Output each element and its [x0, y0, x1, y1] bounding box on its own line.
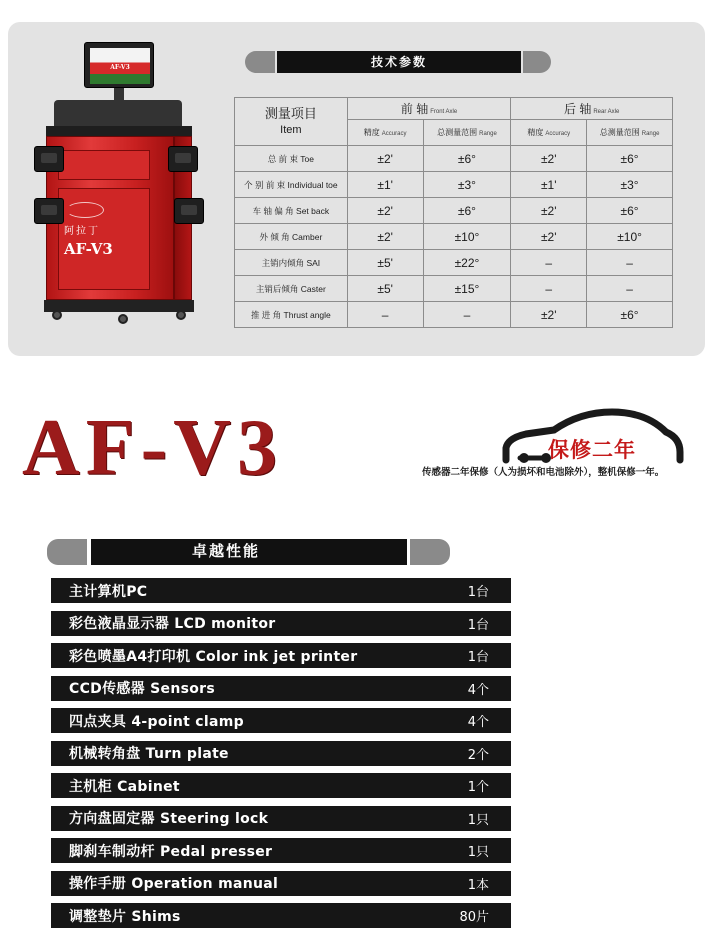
rear-range-cell: ±6°: [587, 198, 673, 224]
feature-row: [51, 773, 511, 798]
rear-range-cell: ±3°: [587, 172, 673, 198]
feature-qty: 1个: [467, 780, 489, 795]
spec-row: [235, 146, 673, 172]
feature-row: [51, 643, 511, 668]
front-accuracy-cell: ±2': [347, 198, 423, 224]
front-range-cell: ±15°: [423, 276, 511, 302]
spec-row: [235, 250, 673, 276]
feature-name: 彩色喷墨A4打印机 Color ink jet printer: [69, 648, 358, 665]
front-range-cell: ±3°: [423, 172, 511, 198]
rear-axle-en: Rear Axle: [593, 109, 620, 115]
section-header-left-cap: [245, 51, 275, 73]
spec-row: [235, 302, 673, 328]
feature-row: [51, 611, 511, 636]
spec-table-body: [235, 146, 673, 328]
feature-row: [51, 708, 511, 733]
monitor-stand: [114, 88, 124, 100]
caster-wheel-icon: [52, 310, 62, 320]
feature-qty: 4个: [467, 682, 489, 698]
feature-qty: 2个: [467, 747, 489, 763]
feature-name: 主机柜 Cabinet: [69, 778, 180, 795]
range-en: Range: [479, 131, 497, 137]
rear-range-cell: –: [587, 276, 673, 302]
feature-row: [51, 903, 511, 928]
rear-range-head: [587, 120, 673, 146]
range-label: 总测量范围: [437, 128, 478, 137]
rear-range-cell: ±6°: [587, 302, 673, 328]
rear-axle-label: 后 轴: [563, 102, 592, 116]
feature-name: 机械转角盘 Turn plate: [69, 746, 229, 762]
cabinet-top-edge: [46, 126, 192, 136]
feature-row: [51, 871, 511, 896]
monitor-label: AF-V3: [110, 64, 130, 71]
sensor-head-icon: [168, 146, 198, 172]
accuracy-label: 精度: [527, 128, 544, 137]
cabinet-drawer: [58, 150, 150, 180]
front-range-cell: ±6°: [423, 146, 511, 172]
feature-qty: 1台: [467, 585, 489, 600]
rear-accuracy-cell: –: [511, 250, 587, 276]
model-title: AF-V3: [22, 404, 284, 492]
item-cell: 个 别 前 束 Individual toe: [235, 172, 348, 198]
range-label: 总测量范围: [599, 128, 640, 137]
feature-row: [51, 676, 511, 701]
rear-accuracy-cell: ±2': [511, 198, 587, 224]
front-range-cell: ±22°: [423, 250, 511, 276]
front-axle-label: 前 轴: [400, 102, 429, 116]
item-cell: 主销内倾角 SAI: [235, 250, 348, 276]
feature-name: 主计算机PC: [69, 583, 148, 600]
item-cell: 外 倾 角 Camber: [235, 224, 348, 250]
brand-logo-swirl: [66, 202, 104, 218]
rear-accuracy-cell: ±2': [511, 146, 587, 172]
header-item-cell: [235, 98, 348, 146]
section-header-right-cap: [523, 51, 551, 73]
accuracy-en: Accuracy: [545, 131, 571, 137]
front-axle-en: Front Axle: [430, 109, 458, 115]
monitor-illustration: [84, 42, 154, 88]
front-accuracy-cell: ±2': [347, 224, 423, 250]
rear-accuracy-head: [511, 120, 587, 146]
spec-row: [235, 276, 673, 302]
feature-row: [51, 806, 511, 831]
feature-name: 操作手册 Operation manual: [69, 876, 279, 892]
header-item: 测量项目: [264, 105, 317, 121]
rear-accuracy-cell: ±1': [511, 172, 587, 198]
range-en: Range: [641, 131, 660, 137]
feature-qty: 4个: [467, 715, 489, 730]
feature-row: [51, 578, 511, 603]
front-range-head: [423, 120, 511, 146]
feature-name: 调整垫片 Shims: [69, 908, 181, 925]
feature-header-left-cap: [47, 539, 87, 565]
feature-section-title: 卓越性能: [191, 543, 260, 560]
spec-row: [235, 172, 673, 198]
caster-wheel-icon: [118, 314, 128, 324]
front-accuracy-cell: ±1': [347, 172, 423, 198]
front-range-cell: –: [423, 302, 511, 328]
sensor-head-icon: [34, 146, 64, 172]
spec-table: [234, 97, 673, 328]
rear-accuracy-cell: ±2': [511, 302, 587, 328]
spec-row: [235, 198, 673, 224]
feature-qty: 1只: [467, 845, 489, 860]
feature-qty: 1本: [467, 877, 489, 893]
rear-range-cell: ±6°: [587, 146, 673, 172]
warranty-badge: [420, 400, 710, 490]
warranty-title: 保修二年: [548, 438, 636, 462]
item-cell: 推 进 角 Thrust angle: [235, 302, 348, 328]
header-item-en: Item: [280, 123, 302, 136]
header-rear-axle: [511, 98, 673, 120]
feature-header-right-cap: [410, 539, 450, 565]
sensor-head-icon: [174, 198, 204, 224]
rear-range-cell: ±10°: [587, 224, 673, 250]
feature-name: 四点夹具 4-point clamp: [69, 713, 244, 730]
cabinet-base: [44, 300, 194, 312]
accuracy-en: Accuracy: [381, 131, 407, 137]
feature-row: [51, 741, 511, 766]
rear-range-cell: –: [587, 250, 673, 276]
feature-name: CCD传感器 Sensors: [69, 681, 215, 697]
sensor-head-icon: [34, 198, 64, 224]
rear-accuracy-cell: –: [511, 276, 587, 302]
item-cell: 主销后倾角 Caster: [235, 276, 348, 302]
front-accuracy-cell: ±5': [347, 250, 423, 276]
front-accuracy-head: [347, 120, 423, 146]
accuracy-label: 精度: [363, 128, 380, 137]
front-accuracy-cell: ±2': [347, 146, 423, 172]
cabinet-brand: 阿拉丁: [64, 226, 100, 237]
warranty-note: 传感器二年保修（人为损坏和电池除外），整机保修一年。: [422, 467, 665, 478]
feature-qty: 80片: [459, 910, 489, 925]
caster-wheel-icon: [176, 310, 186, 320]
feature-qty: 1台: [467, 617, 489, 633]
feature-name: 彩色液晶显示器 LCD monitor: [69, 616, 276, 632]
front-range-cell: ±6°: [423, 198, 511, 224]
front-range-cell: ±10°: [423, 224, 511, 250]
front-accuracy-cell: ±5': [347, 276, 423, 302]
cabinet-model: AF-V3: [64, 240, 113, 258]
wheel-aligner-machine-image: [36, 42, 208, 327]
item-cell: 总 前 束 Toe: [235, 146, 348, 172]
rear-accuracy-cell: ±2': [511, 224, 587, 250]
feature-list: [51, 578, 511, 936]
feature-qty: 1只: [467, 812, 489, 828]
feature-row: [51, 838, 511, 863]
spec-row: [235, 224, 673, 250]
item-cell: 车 轴 偏 角 Set back: [235, 198, 348, 224]
monitor-screen: [90, 48, 150, 84]
feature-name: 脚刹车制动杆 Pedal presser: [69, 843, 273, 860]
spec-section-title: 技术参数: [370, 55, 427, 69]
front-accuracy-cell: –: [347, 302, 423, 328]
feature-qty: 1台: [467, 650, 489, 665]
feature-name: 方向盘固定器 Steering lock: [69, 811, 269, 827]
header-front-axle: [347, 98, 511, 120]
